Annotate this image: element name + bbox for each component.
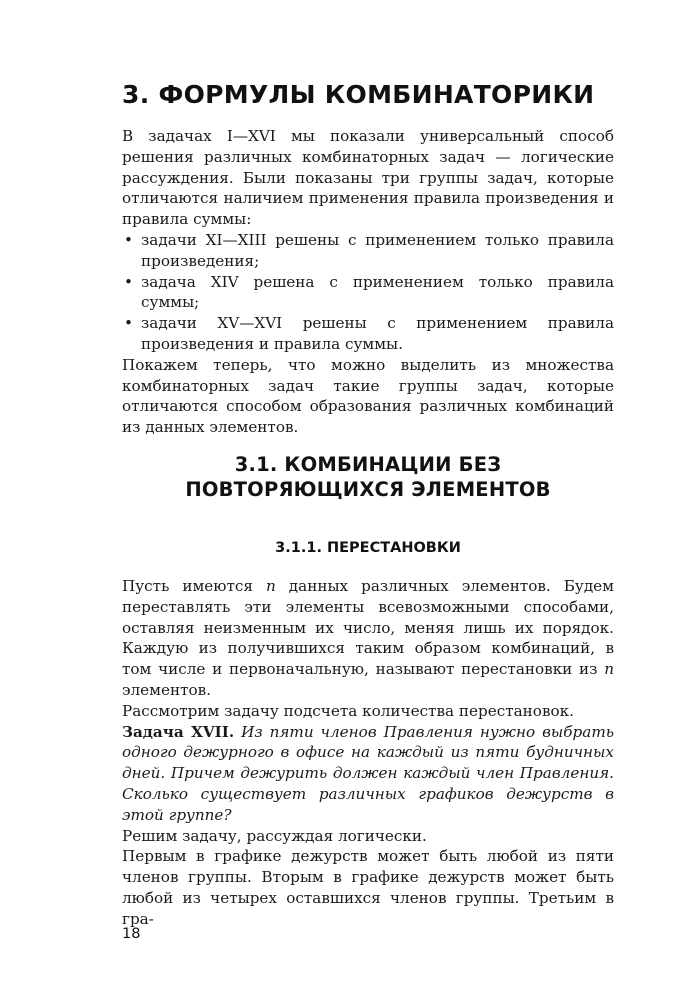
text-run: Пусть имеются <box>122 577 266 595</box>
bullet-icon: • <box>124 230 133 249</box>
list-item <box>122 272 614 314</box>
section-title: 3.1. КОМБИНАЦИИ БЕЗ ПОВТОРЯЮЩИХСЯ ЭЛЕМЕНТОВ <box>185 453 551 501</box>
body-paragraph-4: Решим задачу, рассуждая логически. <box>122 826 427 845</box>
body-block <box>122 576 614 930</box>
body-paragraph-1 <box>122 576 614 701</box>
list-item <box>122 313 614 355</box>
bullet-text: задача XIV решена с применением только правила суммы; <box>141 272 614 312</box>
task-text: Из пяти членов Правления нужно выбрать одного дежурного в офисе на каждый из пяти будничных дней. Причем дежурить должен каждый член Правления. Сколько существует различных графиков дежурств в этой группе? <box>122 722 614 824</box>
intro-paragraph <box>122 126 614 230</box>
bullet-icon: • <box>124 314 133 333</box>
body-paragraph-2: Рассмотрим задачу подсчета количества перестановок. <box>122 701 574 720</box>
chapter-title: 3. ФОРМУЛЫ КОМБИНАТОРИКИ <box>122 80 595 109</box>
intro-paragraph-2: Покажем теперь, что можно выделить из множества комбинаторных задач такие группы задач, которые отличаются способом образования различных комбинаций из данных элементов. <box>122 355 614 437</box>
page-number: 18 <box>122 926 141 942</box>
variable-n: n <box>266 577 276 595</box>
subsection-title: 3.1.1. ПЕРЕСТАНОВКИ <box>275 540 461 556</box>
text-run: элементов. <box>122 680 211 699</box>
text-run: данных различных элементов. Будем переставлять эти элементы всевозможными способами, оставляя неизменным их число, меняя лишь их порядок. Каждую из получившихся таким образом комбинаций, в том числе и первоначальную, называют перестановки из <box>122 577 614 679</box>
intro-block <box>122 126 614 438</box>
body-paragraph-5: Первым в графике дежурств может быть любой из пяти членов группы. Вторым в графике дежурств может быть любой из четырех оставшихся членов группы. Третьим в гра- <box>122 847 614 928</box>
list-item <box>122 230 614 272</box>
bullet-text: задачи XV—XVI решены с применением правила произведения и правила суммы. <box>141 314 614 353</box>
task-label: Задача XVII. <box>122 722 235 741</box>
variable-n: n <box>604 660 614 679</box>
task-paragraph <box>122 722 614 826</box>
bullet-icon: • <box>124 272 133 291</box>
bullet-list <box>122 230 614 355</box>
intro-paragraph-text: В задачах I—XVI мы показали универсальный способ решения различных комбинаторных задач — логические рассуждения. Были показаны три группы задач, которые отличаются наличием применения правила произведения и правила суммы: <box>122 127 614 229</box>
bullet-text: задачи XI—XIII решены с применением только правила произведения; <box>141 230 614 270</box>
